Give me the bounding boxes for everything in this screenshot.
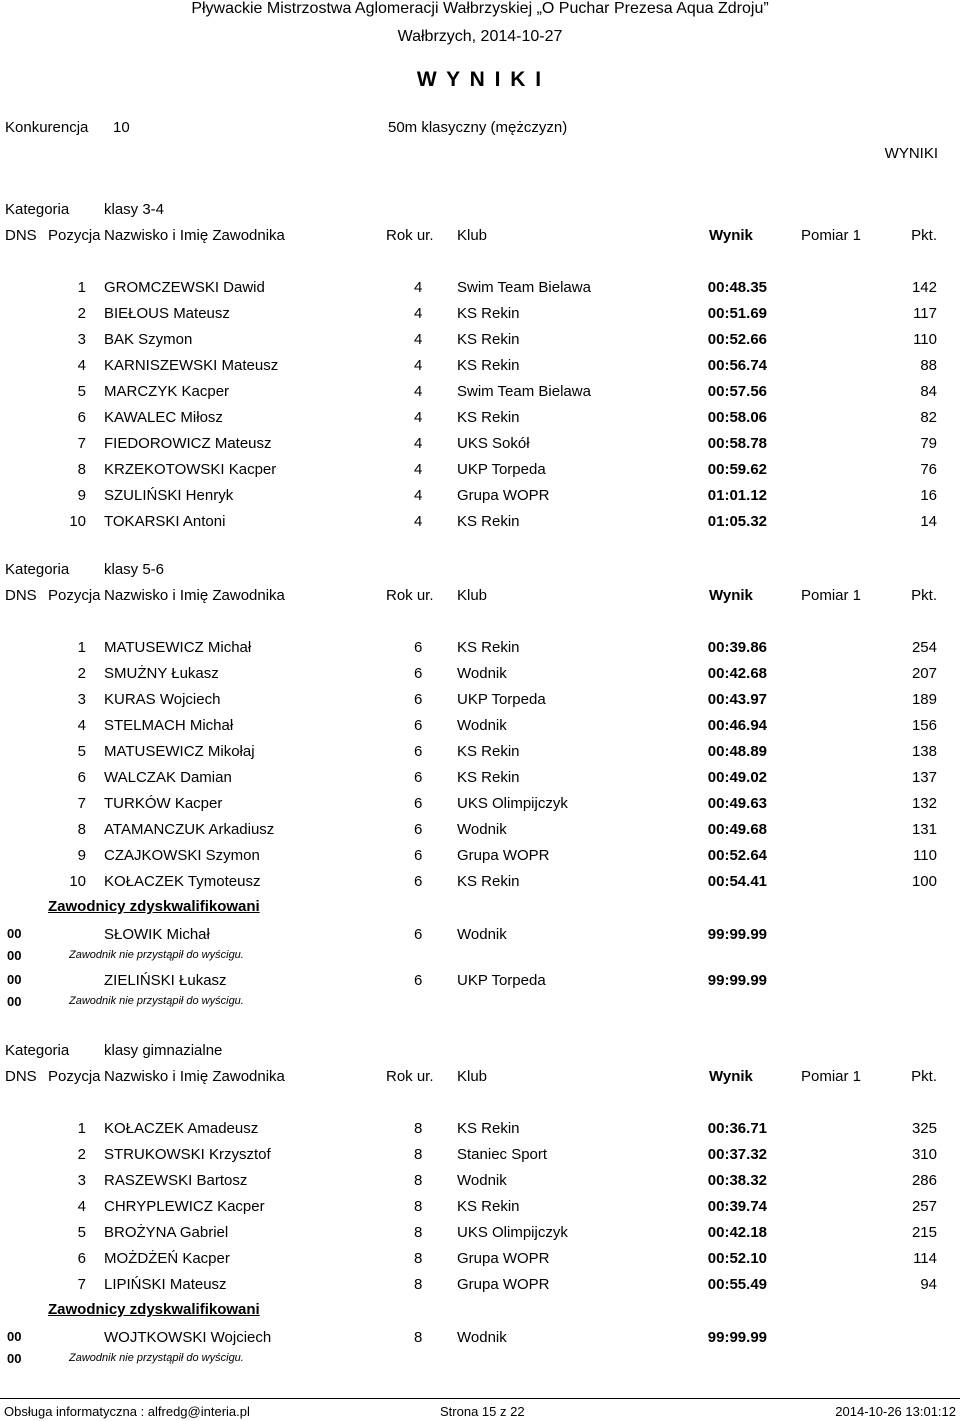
row-position: 4 bbox=[77, 717, 86, 734]
col-header-club: Klub bbox=[457, 587, 488, 604]
row-year: 8 bbox=[414, 1146, 423, 1163]
row-name: MOŻDŻEŃ Kacper bbox=[104, 1250, 230, 1267]
row-result: 00:42.68 bbox=[707, 665, 767, 682]
row-club: UKP Torpeda bbox=[457, 691, 546, 708]
dq-note: Zawodnik nie przystąpił do wyścigu. bbox=[69, 1352, 244, 1364]
row-name: BROŻYNA Gabriel bbox=[104, 1224, 229, 1241]
row-result: 00:51.69 bbox=[707, 305, 767, 322]
col-header-points: Pkt. bbox=[911, 1068, 937, 1085]
row-name: LIPIŃSKI Mateusz bbox=[104, 1276, 227, 1293]
row-year: 6 bbox=[414, 717, 423, 734]
row-result: 00:36.71 bbox=[707, 1120, 767, 1137]
row-club: Grupa WOPR bbox=[457, 847, 550, 864]
row-points: 131 bbox=[911, 821, 937, 838]
row-year: 8 bbox=[414, 1172, 423, 1189]
row-name: KRZEKOTOWSKI Kacper bbox=[104, 461, 277, 478]
row-name: STRUKOWSKI Krzysztof bbox=[104, 1146, 271, 1163]
col-header-dns: DNS bbox=[5, 587, 37, 604]
row-club: Wodnik bbox=[457, 717, 507, 734]
category-name: klasy 5-6 bbox=[104, 561, 165, 578]
row-name: KOŁACZEK Tymoteusz bbox=[104, 873, 261, 890]
col-header-position: Pozycja bbox=[48, 227, 101, 244]
row-year: 6 bbox=[414, 795, 423, 812]
event-label: Konkurencja bbox=[5, 119, 89, 136]
col-header-dns: DNS bbox=[5, 1068, 37, 1085]
row-points: 88 bbox=[920, 357, 937, 374]
footer-page-number: Strona 15 z 22 bbox=[440, 1404, 525, 1419]
row-year: 4 bbox=[414, 513, 423, 530]
row-position: 6 bbox=[77, 1250, 86, 1267]
col-header-year: Rok ur. bbox=[386, 587, 434, 604]
row-club: UKP Torpeda bbox=[457, 461, 546, 478]
row-club: Staniec Sport bbox=[457, 1146, 548, 1163]
dq-name: SŁOWIK Michał bbox=[104, 926, 210, 943]
dq-result: 99:99.99 bbox=[707, 926, 767, 943]
dq-code: 00 bbox=[7, 926, 22, 941]
row-name: GROMCZEWSKI Dawid bbox=[104, 279, 265, 296]
row-points: 310 bbox=[911, 1146, 937, 1163]
row-name: KURAS Wojciech bbox=[104, 691, 221, 708]
row-position: 7 bbox=[77, 435, 86, 452]
row-result: 00:48.89 bbox=[707, 743, 767, 760]
dq-note-code: 00 bbox=[7, 948, 22, 963]
row-club: UKS Sokół bbox=[457, 435, 530, 452]
dq-note-code: 00 bbox=[7, 1351, 22, 1366]
row-points: 94 bbox=[920, 1276, 937, 1293]
dq-name: ZIELIŃSKI Łukasz bbox=[104, 972, 227, 989]
col-header-year: Rok ur. bbox=[386, 1068, 434, 1085]
col-header-name: Nazwisko i Imię Zawodnika bbox=[104, 227, 285, 244]
dq-year: 8 bbox=[414, 1329, 423, 1346]
row-club: KS Rekin bbox=[457, 409, 520, 426]
footer-timestamp: 2014-10-26 13:01:12 bbox=[835, 1404, 956, 1419]
dq-year: 6 bbox=[414, 926, 423, 943]
row-points: 254 bbox=[911, 639, 937, 656]
row-position: 5 bbox=[77, 383, 86, 400]
row-name: WALCZAK Damian bbox=[104, 769, 232, 786]
row-name: KOŁACZEK Amadeusz bbox=[104, 1120, 259, 1137]
row-name: KAWALEC Miłosz bbox=[104, 409, 223, 426]
row-year: 6 bbox=[414, 821, 423, 838]
col-header-result: Wynik bbox=[709, 1068, 753, 1085]
row-year: 6 bbox=[414, 691, 423, 708]
event-name: 50m klasyczny (mężczyzn) bbox=[388, 119, 568, 136]
category-label: Kategoria bbox=[5, 1042, 70, 1059]
dq-result: 99:99.99 bbox=[707, 972, 767, 989]
row-club: Wodnik bbox=[457, 1172, 507, 1189]
col-header-name: Nazwisko i Imię Zawodnika bbox=[104, 1068, 285, 1085]
row-result: 00:57.56 bbox=[707, 383, 767, 400]
dq-code: 00 bbox=[7, 1329, 22, 1344]
row-points: 16 bbox=[920, 487, 937, 504]
row-result: 00:42.18 bbox=[707, 1224, 767, 1241]
row-points: 325 bbox=[911, 1120, 937, 1137]
col-header-split: Pomiar 1 bbox=[801, 227, 862, 244]
row-position: 6 bbox=[77, 769, 86, 786]
row-result: 00:46.94 bbox=[707, 717, 767, 734]
row-result: 00:43.97 bbox=[707, 691, 767, 708]
row-points: 100 bbox=[911, 873, 937, 890]
row-result: 00:55.49 bbox=[707, 1276, 767, 1293]
row-result: 00:54.41 bbox=[707, 873, 767, 890]
competition-title: Pływackie Mistrzostwa Aglomeracji Wałbrzyskiej „O Puchar Prezesa Aqua Zdroju” bbox=[191, 0, 769, 17]
col-header-result: Wynik bbox=[709, 587, 753, 604]
row-points: 137 bbox=[911, 769, 937, 786]
category-name: klasy 3-4 bbox=[104, 201, 165, 218]
row-name: CHRYPLEWICZ Kacper bbox=[104, 1198, 265, 1215]
row-club: KS Rekin bbox=[457, 769, 520, 786]
row-name: FIEDOROWICZ Mateusz bbox=[104, 435, 272, 452]
row-result: 01:05.32 bbox=[707, 513, 767, 530]
row-name: CZAJKOWSKI Szymon bbox=[104, 847, 260, 864]
row-position: 1 bbox=[77, 279, 86, 296]
row-position: 7 bbox=[77, 1276, 86, 1293]
row-position: 2 bbox=[77, 305, 86, 322]
row-name: MATUSEWICZ Michał bbox=[104, 639, 252, 656]
row-name: SZULIŃSKI Henryk bbox=[104, 487, 234, 504]
row-name: STELMACH Michał bbox=[104, 717, 234, 734]
row-year: 4 bbox=[414, 279, 423, 296]
row-name: TURKÓW Kacper bbox=[104, 795, 223, 812]
dq-code: 00 bbox=[7, 972, 22, 987]
row-club: Swim Team Bielawa bbox=[457, 383, 591, 400]
row-club: Wodnik bbox=[457, 665, 507, 682]
row-points: 286 bbox=[911, 1172, 937, 1189]
row-points: 117 bbox=[913, 305, 937, 322]
col-header-position: Pozycja bbox=[48, 1068, 101, 1085]
col-header-split: Pomiar 1 bbox=[801, 587, 862, 604]
row-position: 6 bbox=[77, 409, 86, 426]
row-points: 110 bbox=[913, 847, 937, 864]
row-club: KS Rekin bbox=[457, 1120, 520, 1137]
dq-heading: Zawodnicy zdyskwalifikowani bbox=[48, 898, 260, 915]
row-points: 257 bbox=[911, 1198, 937, 1215]
col-header-year: Rok ur. bbox=[386, 227, 434, 244]
row-club: KS Rekin bbox=[457, 1198, 520, 1215]
row-result: 00:49.02 bbox=[707, 769, 767, 786]
competition-date: Wałbrzych, 2014-10-27 bbox=[397, 28, 563, 45]
col-header-result: Wynik bbox=[709, 227, 753, 244]
row-year: 4 bbox=[414, 409, 423, 426]
row-points: 76 bbox=[920, 461, 937, 478]
col-header-position: Pozycja bbox=[48, 587, 101, 604]
row-position: 2 bbox=[77, 1146, 86, 1163]
row-year: 6 bbox=[414, 743, 423, 760]
row-position: 2 bbox=[77, 665, 86, 682]
row-result: 00:56.74 bbox=[707, 357, 767, 374]
row-points: 189 bbox=[911, 691, 937, 708]
row-year: 4 bbox=[414, 461, 423, 478]
row-result: 00:39.74 bbox=[707, 1198, 767, 1215]
row-name: KARNISZEWSKI Mateusz bbox=[104, 357, 279, 374]
dq-note-code: 00 bbox=[7, 994, 22, 1009]
row-result: 00:49.63 bbox=[707, 795, 767, 812]
col-header-name: Nazwisko i Imię Zawodnika bbox=[104, 587, 285, 604]
row-position: 4 bbox=[77, 1198, 86, 1215]
col-header-dns: DNS bbox=[5, 227, 37, 244]
row-points: 14 bbox=[920, 513, 937, 530]
row-result: 00:59.62 bbox=[707, 461, 767, 478]
row-name: TOKARSKI Antoni bbox=[104, 513, 226, 530]
dq-club: UKP Torpeda bbox=[457, 972, 546, 989]
row-year: 6 bbox=[414, 847, 423, 864]
row-year: 8 bbox=[414, 1250, 423, 1267]
col-header-split: Pomiar 1 bbox=[801, 1068, 862, 1085]
row-club: Grupa WOPR bbox=[457, 487, 550, 504]
row-name: MATUSEWICZ Mikołaj bbox=[104, 743, 255, 760]
dq-club: Wodnik bbox=[457, 1329, 507, 1346]
row-club: KS Rekin bbox=[457, 305, 520, 322]
row-year: 4 bbox=[414, 383, 423, 400]
page-title: W Y N I K I bbox=[416, 68, 544, 91]
footer-contact: Obsługa informatyczna : alfredg@interia.pl bbox=[4, 1404, 250, 1419]
row-position: 5 bbox=[77, 1224, 86, 1241]
row-points: 142 bbox=[911, 279, 937, 296]
row-name: BIEŁOUS Mateusz bbox=[104, 305, 230, 322]
row-club: Swim Team Bielawa bbox=[457, 279, 591, 296]
row-club: UKS Olimpijczyk bbox=[457, 795, 568, 812]
row-club: Grupa WOPR bbox=[457, 1250, 550, 1267]
row-points: 132 bbox=[911, 795, 937, 812]
row-position: 1 bbox=[77, 1120, 86, 1137]
event-number: 10 bbox=[113, 119, 130, 136]
row-result: 00:52.66 bbox=[707, 331, 767, 348]
row-name: BAK Szymon bbox=[104, 331, 193, 348]
row-position: 10 bbox=[69, 513, 86, 530]
row-position: 8 bbox=[77, 461, 86, 478]
row-club: KS Rekin bbox=[457, 331, 520, 348]
row-year: 6 bbox=[414, 665, 423, 682]
row-position: 10 bbox=[69, 873, 86, 890]
row-position: 8 bbox=[77, 821, 86, 838]
dq-heading: Zawodnicy zdyskwalifikowani bbox=[48, 1301, 260, 1318]
row-year: 8 bbox=[414, 1224, 423, 1241]
row-year: 8 bbox=[414, 1276, 423, 1293]
dq-note: Zawodnik nie przystąpił do wyścigu. bbox=[69, 949, 244, 961]
row-year: 4 bbox=[414, 487, 423, 504]
row-year: 8 bbox=[414, 1120, 423, 1137]
row-points: 84 bbox=[920, 383, 937, 400]
row-points: 79 bbox=[920, 435, 937, 452]
row-name: ATAMANCZUK Arkadiusz bbox=[104, 821, 275, 838]
row-club: KS Rekin bbox=[457, 513, 520, 530]
row-year: 4 bbox=[414, 435, 423, 452]
row-result: 00:52.64 bbox=[707, 847, 767, 864]
dq-year: 6 bbox=[414, 972, 423, 989]
row-result: 00:38.32 bbox=[707, 1172, 767, 1189]
row-year: 4 bbox=[414, 331, 423, 348]
row-year: 8 bbox=[414, 1198, 423, 1215]
row-position: 3 bbox=[77, 691, 86, 708]
row-result: 00:39.86 bbox=[707, 639, 767, 656]
row-club: UKS Olimpijczyk bbox=[457, 1224, 568, 1241]
row-result: 00:58.06 bbox=[707, 409, 767, 426]
row-year: 6 bbox=[414, 873, 423, 890]
row-name: SMUŻNY Łukasz bbox=[104, 665, 219, 682]
dq-name: WOJTKOWSKI Wojciech bbox=[104, 1329, 272, 1346]
row-club: KS Rekin bbox=[457, 357, 520, 374]
col-header-points: Pkt. bbox=[911, 587, 937, 604]
row-club: KS Rekin bbox=[457, 639, 520, 656]
row-result: 01:01.12 bbox=[707, 487, 767, 504]
category-name: klasy gimnazialne bbox=[104, 1042, 223, 1059]
row-points: 114 bbox=[913, 1250, 937, 1267]
row-position: 9 bbox=[77, 487, 86, 504]
row-club: Grupa WOPR bbox=[457, 1276, 550, 1293]
row-points: 82 bbox=[920, 409, 937, 426]
category-label: Kategoria bbox=[5, 561, 70, 578]
row-club: Wodnik bbox=[457, 821, 507, 838]
row-club: KS Rekin bbox=[457, 873, 520, 890]
footer-divider bbox=[0, 1398, 960, 1399]
row-points: 156 bbox=[911, 717, 937, 734]
row-year: 6 bbox=[414, 639, 423, 656]
row-position: 9 bbox=[77, 847, 86, 864]
col-header-points: Pkt. bbox=[911, 227, 937, 244]
row-result: 00:48.35 bbox=[707, 279, 767, 296]
row-result: 00:52.10 bbox=[707, 1250, 767, 1267]
row-position: 4 bbox=[77, 357, 86, 374]
row-points: 110 bbox=[913, 331, 937, 348]
row-position: 5 bbox=[77, 743, 86, 760]
row-points: 215 bbox=[911, 1224, 937, 1241]
row-position: 3 bbox=[77, 1172, 86, 1189]
row-club: KS Rekin bbox=[457, 743, 520, 760]
dq-note: Zawodnik nie przystąpił do wyścigu. bbox=[69, 995, 244, 1007]
dq-club: Wodnik bbox=[457, 926, 507, 943]
row-year: 4 bbox=[414, 305, 423, 322]
row-name: MARCZYK Kacper bbox=[104, 383, 230, 400]
row-result: 00:49.68 bbox=[707, 821, 767, 838]
results-label: WYNIKI bbox=[884, 145, 938, 162]
row-position: 1 bbox=[77, 639, 86, 656]
category-label: Kategoria bbox=[5, 201, 70, 218]
row-points: 138 bbox=[911, 743, 937, 760]
dq-result: 99:99.99 bbox=[707, 1329, 767, 1346]
row-year: 6 bbox=[414, 769, 423, 786]
row-result: 00:37.32 bbox=[707, 1146, 767, 1163]
row-result: 00:58.78 bbox=[707, 435, 767, 452]
row-name: RASZEWSKI Bartosz bbox=[104, 1172, 248, 1189]
row-position: 3 bbox=[77, 331, 86, 348]
row-year: 4 bbox=[414, 357, 423, 374]
row-position: 7 bbox=[77, 795, 86, 812]
row-points: 207 bbox=[911, 665, 937, 682]
col-header-club: Klub bbox=[457, 227, 488, 244]
col-header-club: Klub bbox=[457, 1068, 488, 1085]
